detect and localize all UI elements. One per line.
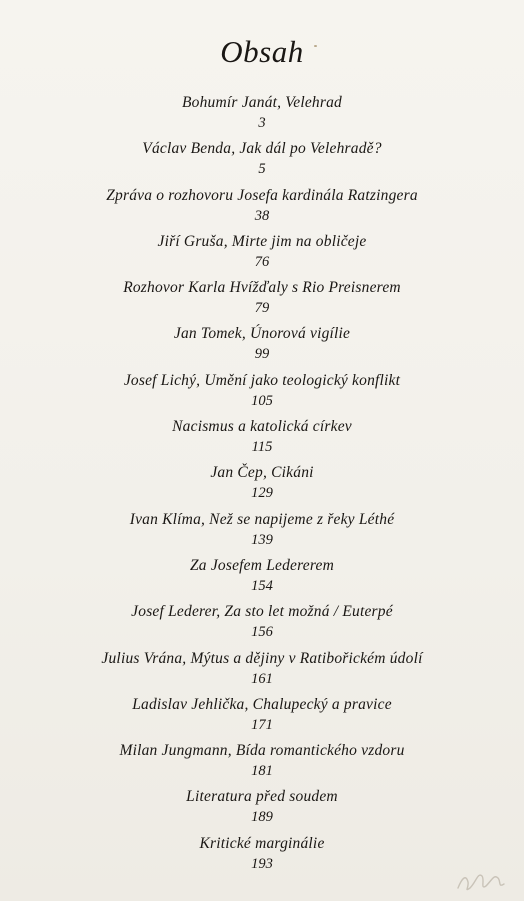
toc-entry-title: Zpráva o rozhovoru Josefa kardinála Ratzingera bbox=[106, 186, 418, 204]
toc-entry-page: 129 bbox=[251, 485, 273, 502]
toc-entry-title: Kritické marginálie bbox=[199, 834, 325, 852]
toc-entry bbox=[0, 370, 524, 416]
toc-entry-title: Jan Čep, Cikáni bbox=[210, 464, 314, 482]
toc-entry bbox=[0, 185, 524, 231]
toc-entry bbox=[0, 92, 524, 138]
toc-entry-title: Milan Jungmann, Bída romantického vzdoru bbox=[119, 742, 405, 760]
toc-entry bbox=[0, 786, 524, 832]
toc-entry-page: 3 bbox=[258, 115, 266, 131]
toc-entry-page: 193 bbox=[251, 855, 273, 872]
toc-entry-title: Rozhovor Karla Hvížďaly s Rio Preisnerem bbox=[123, 279, 401, 297]
toc-entry-title: Josef Lichý, Umění jako teologický konflikt bbox=[123, 371, 401, 389]
toc-entry-page: 5 bbox=[258, 161, 266, 178]
toc-entry-page: 181 bbox=[251, 763, 273, 780]
toc-entry bbox=[0, 601, 524, 647]
toc-entry bbox=[0, 231, 524, 277]
toc-entry bbox=[0, 694, 524, 740]
toc-entry-title: Jan Tomek, Únorová vigílie bbox=[173, 325, 351, 343]
toc-entry bbox=[0, 833, 524, 879]
toc-entry-page: 139 bbox=[251, 531, 273, 548]
toc-entry bbox=[0, 138, 524, 184]
pencil-scribble bbox=[452, 862, 512, 898]
page-title: Obsah bbox=[220, 34, 304, 69]
toc-entry-page: 79 bbox=[254, 300, 270, 317]
toc-entry-title: Václav Benda, Jak dál po Velehradě? bbox=[142, 140, 382, 158]
toc-entry-title: Jiří Gruša, Mirte jim na obličeje bbox=[157, 232, 367, 250]
toc-entry bbox=[0, 462, 524, 508]
toc-entry-page: 115 bbox=[251, 439, 273, 456]
toc-entry-title: Ladislav Jehlička, Chalupecký a pravice bbox=[132, 695, 392, 713]
toc-entry-page: 76 bbox=[254, 253, 270, 270]
toc-entry bbox=[0, 555, 524, 601]
toc-entry-title: Nacismus a katolická církev bbox=[172, 418, 352, 436]
toc-entry-page: 171 bbox=[251, 716, 273, 733]
toc-entry-title: Bohumír Janát, Velehrad bbox=[181, 94, 342, 111]
toc-entry-title: Literatura před soudem bbox=[186, 788, 338, 806]
toc-entry-title: Ivan Klíma, Než se napijeme z řeky Léthé bbox=[129, 510, 395, 528]
toc-entry-title: Josef Lederer, Za sto let možná / Euterpé bbox=[131, 603, 393, 621]
toc-entry-page: 38 bbox=[254, 207, 270, 224]
toc-entry-page: 156 bbox=[251, 624, 273, 641]
toc-entry-page: 154 bbox=[251, 577, 273, 594]
toc-entry-page: 189 bbox=[251, 809, 273, 826]
toc-entry bbox=[0, 323, 524, 369]
toc-entry-page: 105 bbox=[251, 392, 273, 409]
toc-entry bbox=[0, 277, 524, 323]
table-of-contents bbox=[0, 92, 524, 879]
toc-entry bbox=[0, 648, 524, 694]
toc-entry bbox=[0, 740, 524, 786]
toc-entry-title: Julius Vrána, Mýtus a dějiny v Ratibořickém údolí bbox=[101, 649, 423, 667]
toc-entry-page: 99 bbox=[254, 346, 270, 363]
toc-entry bbox=[0, 509, 524, 555]
toc-entry bbox=[0, 416, 524, 462]
toc-entry-page: 161 bbox=[251, 670, 273, 687]
toc-entry-title: Za Josefem Ledererem bbox=[189, 556, 335, 574]
